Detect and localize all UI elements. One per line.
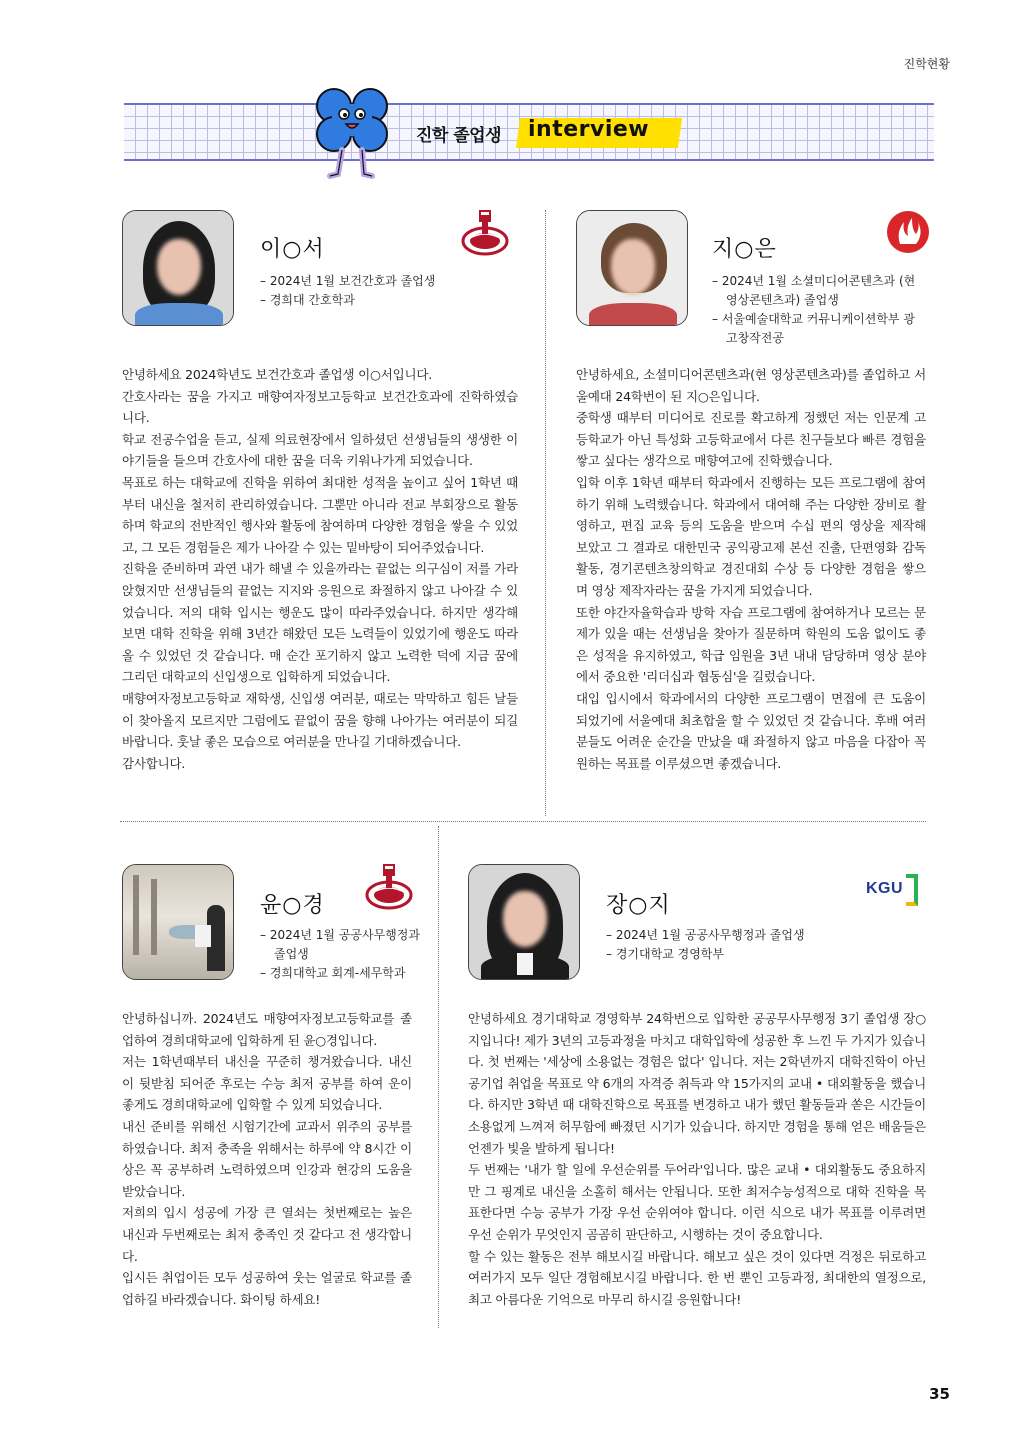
paragraph: 중학생 때부터 미디어로 진로를 확고하게 정했던 저는 인문계 고등학교가 아닌 특성화 고등학교에서 다른 친구들보다 빠른 경험을 쌓고 싶다는 생각으로 매향여고에 진학했습니다. — [576, 410, 926, 469]
paragraph: 학교 전공수업을 듣고, 실제 의료현장에서 일하셨던 선생님들의 생생한 이야기들을 들으며 간호사에 대한 꿈을 더욱 키워나가게 되었습니다. — [122, 431, 518, 469]
paragraph: 입학 이후 1학년 때부터 학과에서 진행하는 모든 프로그램에 참여하기 위해 노력했습니다. 학과에서 대여해 주는 다양한 장비로 촬영하고, 편집 교육 등의 도움을 받으며 수십 편의 영상을 제작해 보았고 그 결과로 대한민국 공익광고제 본선 진출, 단편영화 감독 활동, 경기콘텐츠창의학교 경진대회 수상 등 다양한 경험을 쌓으며 영상 제작자라는 꿈을 가지게 되었습니다. — [576, 474, 926, 598]
detail-item: – 2024년 1월 보건간호과 졸업생 — [260, 272, 520, 291]
kyunghee-university-logo — [460, 208, 510, 258]
paragraph: 입시든 취업이든 모두 성공하여 웃는 얼굴로 학교를 졸업하길 바라겠습니다. 화이팅 하세요! — [122, 1270, 412, 1307]
paragraph: 할 수 있는 활동은 전부 해보시길 바랍니다. 해보고 싶은 것이 있다면 걱정은 뒤로하고 여러가지 모두 일단 경험해보시길 바랍니다. 한 번 뿐인 고등과정, 최대한의 열정으로, 최고 아름다운 기억으로 마무리 하시길 응원합니다! — [468, 1248, 926, 1307]
kyunghee-university-logo — [364, 862, 414, 912]
mascot-icon — [312, 84, 392, 180]
graduate-details — [712, 272, 924, 348]
row-divider — [120, 821, 926, 822]
paragraph: 간호사라는 꿈을 가지고 매향여자정보고등학교 보건간호과에 진학하였습니다. — [122, 388, 518, 426]
kgu-logo-text: KGU — [866, 880, 904, 897]
paragraph: 대입 입시에서 학과에서의 다양한 프로그램이 면접에 큰 도움이 되었기에 서울예대 최초합을 할 수 있었던 것 같습니다. 후배 여러분들도 어려운 순간을 만났을 때 좌절하지 않고 마음을 다잡아 꼭 원하는 목표를 이루셨으면 좋겠습니다. — [576, 690, 926, 771]
graduate-name: 지○은 — [712, 237, 777, 262]
paragraph: 저희의 입시 성공에 가장 큰 열쇠는 첫번째로는 높은 내신과 두번째로는 최저 충족인 것 같다고 전 생각합니다. — [122, 1205, 412, 1264]
graduate-details — [260, 926, 430, 983]
profile-photo — [468, 864, 580, 980]
graduate-details — [606, 926, 866, 964]
interview-text — [122, 364, 518, 774]
detail-item: – 경기대학교 경영학부 — [606, 945, 866, 964]
graduate-name: 윤○경 — [260, 893, 325, 918]
detail-item: – 서울예술대학교 커뮤니케이션학부 광고창작전공 — [712, 310, 924, 348]
kgu-logo — [866, 872, 920, 908]
paragraph: 또한 야간자율학습과 방학 자습 프로그램에 참여하거나 모르는 문제가 있을 때는 선생님을 찾아가 질문하며 학원의 도움 없이도 좋은 성적을 유지하였고, 학급 임원을 3년 내내 담당하며 영상 분야에서 중요한 '리더십과 협동심'을 길렀습니다. — [576, 604, 926, 685]
banner-title-english: interview — [528, 117, 650, 142]
paragraph: 감사합니다. — [122, 755, 186, 771]
graduate-details — [260, 272, 520, 310]
profile-photo — [122, 210, 234, 326]
detail-item: – 2024년 1월 공공사무행정과 졸업생 — [260, 926, 430, 964]
interview-text — [122, 1008, 412, 1310]
paragraph: 내신 준비를 위해선 시험기간에 교과서 위주의 공부를 하였습니다. 최저 충족을 위해서는 하루에 약 8시간 이상은 꼭 공부하려 노력하였으며 인강과 현강의 도움을 받았습니다. — [122, 1118, 412, 1199]
paragraph: 매향여자정보고등학교 재학생, 신입생 여러분, 때로는 막막하고 힘든 날들이 찾아올지 모르지만 그럼에도 끝없이 꿈을 향해 나아가는 여러분이 되길 바랍니다. 훗날 좋은 모습으로 여러분을 만나길 기대하겠습니다. — [122, 690, 518, 750]
detail-item: – 경희대 간호학과 — [260, 291, 520, 310]
column-divider-bottom — [438, 826, 439, 1328]
column-divider-top — [545, 210, 546, 816]
profile-photo — [576, 210, 688, 326]
paragraph: 목표로 하는 대학교에 진학을 위하여 최대한 성적을 높이고 싶어 1학년 때부터 내신을 철저히 관리하였습니다. 그뿐만 아니라 전교 부회장으로 활동하며 학교의 전반적인 행사와 활동에 참여하며 다양한 경험을 쌓을 수 있었고, 그 모든 경험들은 제가 나아갈 수 있는 밑바탕이 되어주었습니다. — [122, 474, 518, 555]
interview-text — [468, 1008, 926, 1310]
detail-item: – 경희대학교 회계-세무학과 — [260, 964, 430, 983]
detail-item: – 2024년 1월 소셜미디어콘텐츠과 (현 영상콘텐츠과) 졸업생 — [712, 272, 924, 310]
seoul-arts-logo — [886, 210, 930, 254]
paragraph: 진학을 준비하며 과연 내가 해낼 수 있을까라는 끝없는 의구심이 저를 가라앉혔지만 선생님들의 끝없는 지지와 응원으로 좌절하지 않고 나아갈 수 있었습니다. 저의 대학 입시는 행운도 많이 따라주었습니다. 하지만 생각해 보면 대학 진학을 위해 3년간 해왔던 모든 노력들이 있었기에 행운도 따라올 수 있었던 것 같습니다. 매 순간 포기하지 않고 노력한 덕에 지금 꿈에 그리던 대학교의 신입생으로 입학하게 되었습니다. — [122, 561, 518, 685]
graduate-name: 이○서 — [260, 237, 325, 262]
paragraph: 두 번째는 '내가 할 일에 우선순위를 두어라'입니다. 많은 교내 • 대외활동도 중요하지만 그 핑계로 내신을 소홀히 해서는 안됩니다. 또한 최저수능성적으로 대학 진학을 목표한다면 수능 공부가 가장 우선 순위여야 합니다. 이런 식으로 내가 목표를 이루려면 우선 순위가 무엇인지 곰곰히 판단하고, 시행하는 것이 중요합니다. — [468, 1162, 926, 1242]
page-number: 35 — [929, 1385, 950, 1403]
profile-photo — [122, 864, 234, 980]
paragraph: 저는 1학년때부터 내신을 꾸준히 챙겨왔습니다. 내신이 뒷받침 되어준 후로는 수능 최저 공부를 하여 운이 좋게도 경희대학교에 입학할 수 있게 되었습니다. — [122, 1054, 412, 1113]
paragraph: 안녕하세요 경기대학교 경영학부 24학번으로 입학한 공공무사무행정 3기 졸업생 장○지입니다! 제가 3년의 고등과정을 마치고 대학입학에 성공한 후 느낀 두 가지가 있습니다. 첫 번째는 '세상에 소용없는 경험은 없다' 입니다. 저는 2학년까지 대학진학이 아닌 공기업 취업을 목표로 약 6개의 자격증 취득과 약 15가지의 교내 • 대외활동을 했습니다. 하지만 3학년 때 대학진학으로 목표를 변경하고 내가 했던 활동들과 쏟은 시간들이 소용없게 느껴져 허무함에 빠졌던 시기가 있습니다. 하지만 경험을 통해 얻은 배움들은 언젠가 빛을 발하게 됩니다! — [468, 1011, 926, 1156]
section-tag: 진학현황 — [903, 57, 950, 71]
paragraph: 안녕하십니까. 2024년도 매향여자정보고등학교를 졸업하여 경희대학교에 입학하게 된 윤○경입니다. — [122, 1011, 412, 1048]
detail-item: – 2024년 1월 공공사무행정과 졸업생 — [606, 926, 866, 945]
paragraph: 안녕하세요, 소셜미디어콘텐츠과(현 영상콘텐츠과)를 졸업하고 서울예대 24학번이 된 지○은입니다. — [576, 367, 926, 404]
graduate-name: 장○지 — [606, 893, 671, 918]
interview-text — [576, 364, 926, 774]
paragraph: 안녕하세요 2024학년도 보건간호과 졸업생 이○서입니다. — [122, 367, 432, 382]
banner-title: 진학 졸업생 — [416, 126, 502, 146]
